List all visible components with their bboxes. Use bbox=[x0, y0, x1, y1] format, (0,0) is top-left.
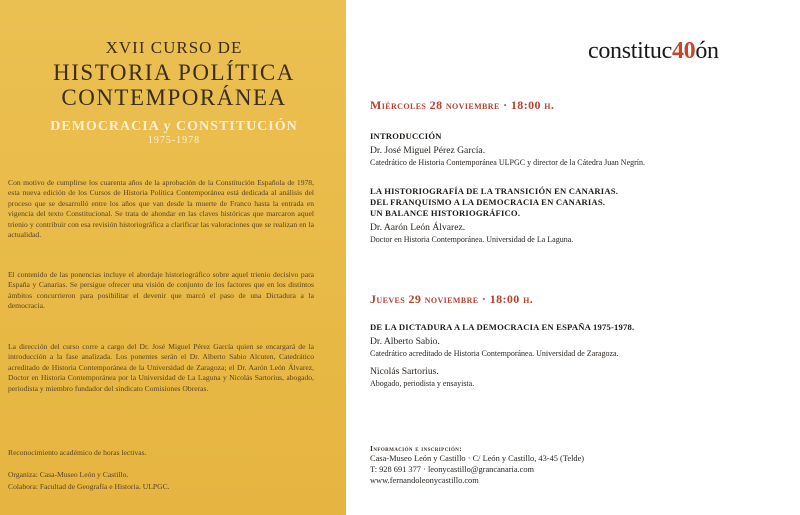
intro-paragraph-1: Con motivo de cumplirse los cuarenta años de la aprobación de la Constitución Española de 1978, esta nueva edición de los Cursos de Historia Política Contemporánea está dedicada al análisis del proceso que se desarrolló entre los años que van desde la muerte de Franco hasta la entrada en vigencia del texto Constitucional. Se trata de ahondar en las claves históricas que marcaron aquel trienio y contribuir con esa revisión historiográfica a clarificar las valoraciones que se realizan en la actualidad. bbox=[8, 178, 314, 240]
logo-number: 40 bbox=[671, 38, 696, 64]
info-block bbox=[370, 444, 780, 486]
talk-speaker: Dr. Aarón León Álvarez. bbox=[370, 222, 466, 233]
info-website-link[interactable]: www.fernandoleonycastillo.com bbox=[370, 476, 479, 485]
talk-speaker: Dr. José Miguel Pérez García. bbox=[370, 145, 486, 156]
logo-prefix: constituc bbox=[588, 38, 672, 64]
talk-title: INTRODUCCIÓN bbox=[370, 131, 442, 141]
constitucion-40-logo bbox=[588, 38, 719, 65]
course-number: XVII CURSO DE bbox=[105, 38, 243, 57]
talk-affiliation: Abogado, periodista y ensayista. bbox=[370, 379, 475, 388]
logo-suffix: ón bbox=[695, 38, 719, 64]
talk-block bbox=[370, 322, 780, 359]
session-day-heading: Jueves 29 noviembre · 18:00 h. bbox=[370, 292, 534, 306]
recognition-note: Reconocimiento académico de horas lectivas. bbox=[8, 448, 147, 457]
info-contact: T: 928 691 377 · leonycastillo@grancanaria.com bbox=[370, 465, 535, 474]
colabora-note: Colabora: Facultad de Geografía e Historia. ULPGC. bbox=[8, 482, 170, 491]
talk-speaker: Dr. Alberto Sabio. bbox=[370, 336, 440, 347]
course-years: 1975-1978 bbox=[147, 135, 201, 146]
talk-block bbox=[370, 363, 780, 389]
talk-affiliation: Catedrático acreditado de Historia Contemporánea. Universidad de Zaragoza. bbox=[370, 349, 619, 358]
course-header bbox=[30, 38, 318, 147]
course-subtitle: DEMOCRACIA y CONSTITUCIÓN bbox=[50, 119, 298, 134]
session-day-heading: Miércoles 28 noviembre · 18:00 h. bbox=[370, 98, 555, 112]
course-title-line-2: CONTEMPORÁNEA bbox=[61, 85, 287, 110]
talk-title: LA HISTORIOGRAFÍA DE LA TRANSICIÓN EN CANARIAS. DEL FRANQUISMO A LA DEMOCRACIA EN CANARIAS. UN BALANCE HISTORIOGRÁFICO. bbox=[370, 186, 619, 218]
talk-title: DE LA DICTADURA A LA DEMOCRACIA EN ESPAÑA 1975-1978. bbox=[370, 322, 635, 332]
info-address: Casa-Museo León y Castillo · C/ León y Castillo, 43-45 (Telde) bbox=[370, 454, 585, 463]
intro-paragraph-3: La dirección del curso corre a cargo del Dr. José Miguel Pérez García quien se encargará de la introducción a la fase analizada. Los ponentes serán el Dr. Alberto Sabio Alcuten, Catedrático acreditado de Historia Contemporánea de la Universidad de Zaragoza; el Dr. Aarón León Álvarez, Doctor en Historia Contemporánea por la Universidad de La Laguna y Nicolás Sartorius, abogado, periodista y miembro fundador del sindicato Comisiones Obreras. bbox=[8, 342, 314, 393]
info-label: Información e inscripción: bbox=[370, 444, 463, 453]
talk-block bbox=[370, 186, 780, 245]
talk-speaker: Nicolás Sartorius. bbox=[370, 366, 439, 377]
course-title-line-1: HISTORIA POLÍTICA bbox=[53, 60, 295, 85]
talk-affiliation: Doctor en Historia Contemporánea. Universidad de La Laguna. bbox=[370, 235, 574, 244]
organiza-note: Organiza: Casa-Museo León y Castillo. bbox=[8, 470, 129, 479]
left-panel bbox=[0, 0, 346, 515]
talk-affiliation: Catedrático de Historia Contemporánea ULPGC y director de la Cátedra Juan Negrín. bbox=[370, 158, 646, 167]
intro-paragraph-2: El contenido de las ponencias incluye el abordaje historiográfico sobre aquel trienio decisivo para España y Canarias. Se persigue ofrecer una visión de conjunto de los factores que en los distintos ámbitos concurrieron para posibilitar el devenir que marcó el paso de una Dictadura a la democracia. bbox=[8, 270, 314, 311]
talk-block bbox=[370, 131, 780, 168]
